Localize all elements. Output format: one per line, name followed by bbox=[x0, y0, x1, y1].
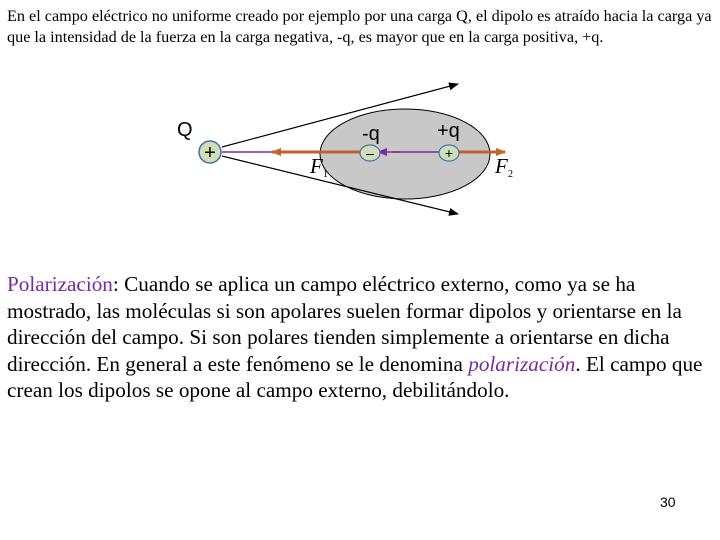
source-label: Q bbox=[177, 119, 193, 141]
paragraph-part2: . El campo que crean los dipolos se opone al campo externo, debilitándolo. bbox=[7, 351, 703, 402]
page-number: 30 bbox=[660, 494, 676, 510]
force1-sub: 1 bbox=[323, 169, 328, 180]
pos-label: +q bbox=[437, 120, 460, 142]
intro-text: En el campo eléctrico no uniforme creado por ejemplo por una carga Q, el dipolo es atraído hacia la carga ya que la intensidad de la fuerza en la carga negativa, -q, es mayor que en la carga positiva, +q. bbox=[7, 7, 712, 46]
force1-letter: F bbox=[310, 154, 323, 178]
pos-sign: + bbox=[444, 145, 454, 161]
source-sign: + bbox=[204, 142, 216, 164]
force2-sub: 2 bbox=[508, 169, 513, 180]
polarization-paragraph bbox=[7, 271, 713, 404]
force2-letter: F bbox=[495, 154, 508, 178]
neg-sign: – bbox=[366, 145, 374, 161]
polarization-term: Polarización bbox=[7, 272, 113, 296]
neg-label: -q bbox=[362, 123, 380, 145]
polarization-term-2: polarización bbox=[468, 351, 576, 376]
paragraph-part1: : Cuando se aplica un campo eléctrico externo, como ya se ha mostrado, las moléculas si son apolares suelen formar dipolos y orientarse en la dirección del campo. Si son polares tienden simplemente a orientarse en dicha dirección. En general a este fenómeno se le denomina bbox=[7, 272, 682, 376]
dipole-ellipse bbox=[320, 109, 490, 199]
